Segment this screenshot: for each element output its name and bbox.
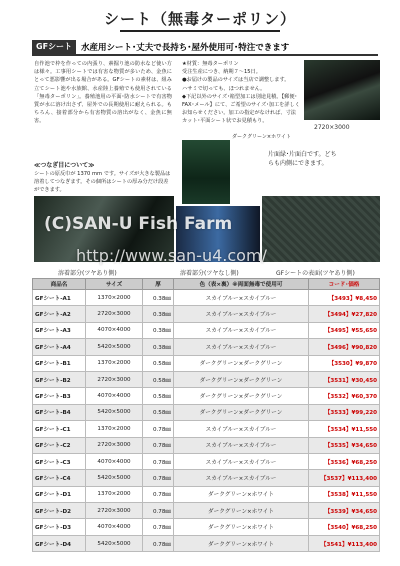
color-cell: スカイブルー×スカイブルー <box>174 339 309 355</box>
thickness-cell: 0.78㎜ <box>143 503 174 519</box>
spec-line: 受注生産につき、納期７〜15日。 <box>182 69 261 76</box>
color-cell: スカイブルー×スカイブルー <box>174 453 309 469</box>
col-header-thickness: 厚 <box>143 279 174 290</box>
caption-welded-glossy: 溶着部分(ツヤあり側) <box>58 270 117 277</box>
thickness-cell: 0.78㎜ <box>143 437 174 453</box>
product-name-cell: GFシート-D4 <box>33 535 86 551</box>
table-row <box>33 322 380 338</box>
price-cell: 【3534】¥11,550 <box>309 421 380 437</box>
color-label: ダークグリーン×ホワイト <box>232 134 291 140</box>
color-cell: スカイブルー×スカイブルー <box>174 437 309 453</box>
spec-line: ハサミで切っても、ほつれません。 <box>182 85 266 92</box>
sticker-text: 片面緑･片面白です。どちらも内側にできます。 <box>268 151 337 167</box>
table-row <box>33 388 380 404</box>
table-row <box>33 404 380 420</box>
caption-welded-matte: 溶着部分(ツヤなし側) <box>180 270 239 277</box>
table-row <box>33 290 380 306</box>
table-row <box>33 470 380 486</box>
product-name-cell: GFシート-A1 <box>33 290 86 306</box>
product-name-cell: GFシート-B4 <box>33 404 86 420</box>
product-name-cell: GFシート-B3 <box>33 388 86 404</box>
table-row <box>33 535 380 551</box>
price-cell: 【3531】¥30,450 <box>309 371 380 387</box>
table-row <box>33 306 380 322</box>
product-name-cell: GFシート-D3 <box>33 519 86 535</box>
size-cell: 5420×5000 <box>86 470 143 486</box>
size-cell: 5420×5000 <box>86 339 143 355</box>
thickness-cell: 0.58㎜ <box>143 404 174 420</box>
table-row <box>33 503 380 519</box>
thickness-cell: 0.78㎜ <box>143 486 174 502</box>
spec-list <box>182 60 300 126</box>
thickness-cell: 0.58㎜ <box>143 388 174 404</box>
table-row <box>33 437 380 453</box>
table-row <box>33 519 380 535</box>
color-cell: ダークグリーン×ダークグリーン <box>174 404 309 420</box>
price-cell: 【3494】¥27,820 <box>309 306 380 322</box>
size-cell: 2720×3000 <box>86 306 143 322</box>
product-name-cell: GFシート-D2 <box>33 503 86 519</box>
price-cell: 【3533】¥99,220 <box>309 404 380 420</box>
size-cell: 5420×5000 <box>86 535 143 551</box>
green-sheet-photo <box>182 140 230 204</box>
sheet-photo-caption: 2720×3000 <box>314 124 350 131</box>
price-table <box>32 278 380 552</box>
joint-heading: ≪つなぎ目について≫ <box>34 162 95 169</box>
watermark-line2: http://www.san-u4.com/ <box>76 246 267 265</box>
color-cell: スカイブルー×スカイブルー <box>174 290 309 306</box>
product-name-cell: GFシート-C2 <box>33 437 86 453</box>
thickness-cell: 0.78㎜ <box>143 470 174 486</box>
color-cell: ダークグリーン×ダークグリーン <box>174 388 309 404</box>
table-row <box>33 453 380 469</box>
price-cell: 【3496】¥90,820 <box>309 339 380 355</box>
product-name-cell: GFシート-D1 <box>33 486 86 502</box>
heading-bar <box>32 40 378 56</box>
watermark-line1: (C)SAN-U Fish Farm <box>44 214 233 234</box>
thickness-cell: 0.38㎜ <box>143 306 174 322</box>
color-cell: ダークグリーン×ダークグリーン <box>174 355 309 371</box>
description-text: 自作池で枠を作っての内張り、素掘り池の防水など使い方は様々。工事用シートでは有害な物質が多いため、金魚にとって悪影響が出る場合がある。GFシートの素材は、組み立てシート池や水族館、水産陸上養殖でも使用されている「無毒ターポリン」。養殖池用の平面･防水シートで有害物質が水に溶け出さず、屋外での長期使用に耐えられる。もちろん、接着部分から有害物質の溶出がなく、金魚に無害。 <box>34 61 172 125</box>
table-header-row <box>33 279 380 290</box>
product-name-cell: GFシート-C4 <box>33 470 86 486</box>
color-cell: ダークグリーン×ホワイト <box>174 503 309 519</box>
spec-line-long: ◆下記以外のサイズ･箱型加工は別途見積。【郵便･FAX･メール】にて、ご希望のサイズ･加工を詳しくお知らせください。加工の指定がなければ、寸法カット･平面シート状でお見積もり。 <box>182 93 300 125</box>
size-cell: 4070×4000 <box>86 322 143 338</box>
table-row <box>33 486 380 502</box>
size-cell: 1370×2000 <box>86 421 143 437</box>
thickness-cell: 0.38㎜ <box>143 322 174 338</box>
surface-texture-photo <box>262 196 380 262</box>
product-name-cell: GFシート-A3 <box>33 322 86 338</box>
price-cell: 【3541】¥113,400 <box>309 535 380 551</box>
product-name-cell: GFシート-A2 <box>33 306 86 322</box>
size-cell: 4070×4000 <box>86 388 143 404</box>
col-header-size: サイズ <box>86 279 143 290</box>
color-cell: スカイブルー×スカイブルー <box>174 470 309 486</box>
page-title: シート（無毒ターポリン） <box>103 10 296 28</box>
thickness-cell: 0.78㎜ <box>143 453 174 469</box>
thickness-cell: 0.78㎜ <box>143 535 174 551</box>
size-cell: 2720×3000 <box>86 503 143 519</box>
price-cell: 【3535】¥34,650 <box>309 437 380 453</box>
col-header-name: 商品名 <box>33 279 86 290</box>
size-cell: 1370×2000 <box>86 486 143 502</box>
size-cell: 2720×3000 <box>86 437 143 453</box>
table-row <box>33 371 380 387</box>
thickness-cell: 0.38㎜ <box>143 339 174 355</box>
product-badge: GFシート <box>32 40 76 54</box>
color-cell: スカイブルー×スカイブルー <box>174 322 309 338</box>
table-row <box>33 421 380 437</box>
thickness-cell: 0.78㎜ <box>143 421 174 437</box>
price-cell: 【3540】¥68,250 <box>309 519 380 535</box>
thickness-cell: 0.58㎜ <box>143 355 174 371</box>
price-cell: 【3539】¥34,650 <box>309 503 380 519</box>
size-cell: 4070×4000 <box>86 519 143 535</box>
price-cell: 【3538】¥11,550 <box>309 486 380 502</box>
color-cell: ダークグリーン×ホワイト <box>174 535 309 551</box>
product-name-cell: GFシート-B1 <box>33 355 86 371</box>
price-cell: 【3530】¥9,870 <box>309 355 380 371</box>
color-cell: ダークグリーン×ダークグリーン <box>174 371 309 387</box>
color-cell: スカイブルー×スカイブルー <box>174 306 309 322</box>
title-underline <box>120 30 280 32</box>
size-cell: 2720×3000 <box>86 371 143 387</box>
sheet-photo <box>304 60 380 120</box>
size-cell: 5420×5000 <box>86 404 143 420</box>
col-header-price: コード･価格 <box>309 279 380 290</box>
spec-line: ★材質：無毒ターポリン <box>182 61 239 67</box>
price-cell: 【3532】¥60,370 <box>309 388 380 404</box>
col-header-color: 色（表×裏）※両面無毒で使用可 <box>174 279 309 290</box>
product-name-cell: GFシート-C3 <box>33 453 86 469</box>
price-cell: 【3537】¥113,400 <box>309 470 380 486</box>
heading-text: 水産用シート･丈夫で長持ち･屋外使用可･特注できます <box>81 43 290 53</box>
size-cell: 1370×2000 <box>86 290 143 306</box>
caption-surface: GFシートの表面(ツヤあり側) <box>276 270 355 277</box>
price-cell: 【3536】¥68,250 <box>309 453 380 469</box>
thickness-cell: 0.38㎜ <box>143 290 174 306</box>
color-cell: スカイブルー×スカイブルー <box>174 421 309 437</box>
thickness-cell: 0.58㎜ <box>143 371 174 387</box>
color-cell: ダークグリーン×ホワイト <box>174 486 309 502</box>
thickness-cell: 0.78㎜ <box>143 519 174 535</box>
price-cell: 【3495】¥55,650 <box>309 322 380 338</box>
color-cell: ダークグリーン×ホワイト <box>174 519 309 535</box>
price-cell: 【3493】¥8,450 <box>309 290 380 306</box>
product-name-cell: GFシート-B2 <box>33 371 86 387</box>
joint-text: シートの原反巾が 1370 mm です。サイズが大きな製品は溶着してつなぎます。その個所はシートの厚み分だけ段差ができます。 <box>34 171 171 194</box>
product-name-cell: GFシート-C1 <box>33 421 86 437</box>
size-cell: 4070×4000 <box>86 453 143 469</box>
table-row <box>33 355 380 371</box>
spec-line: ●お届けの製品のサイズは当店で調整します。 <box>182 77 290 84</box>
table-row <box>33 339 380 355</box>
product-name-cell: GFシート-A4 <box>33 339 86 355</box>
size-cell: 1370×2000 <box>86 355 143 371</box>
